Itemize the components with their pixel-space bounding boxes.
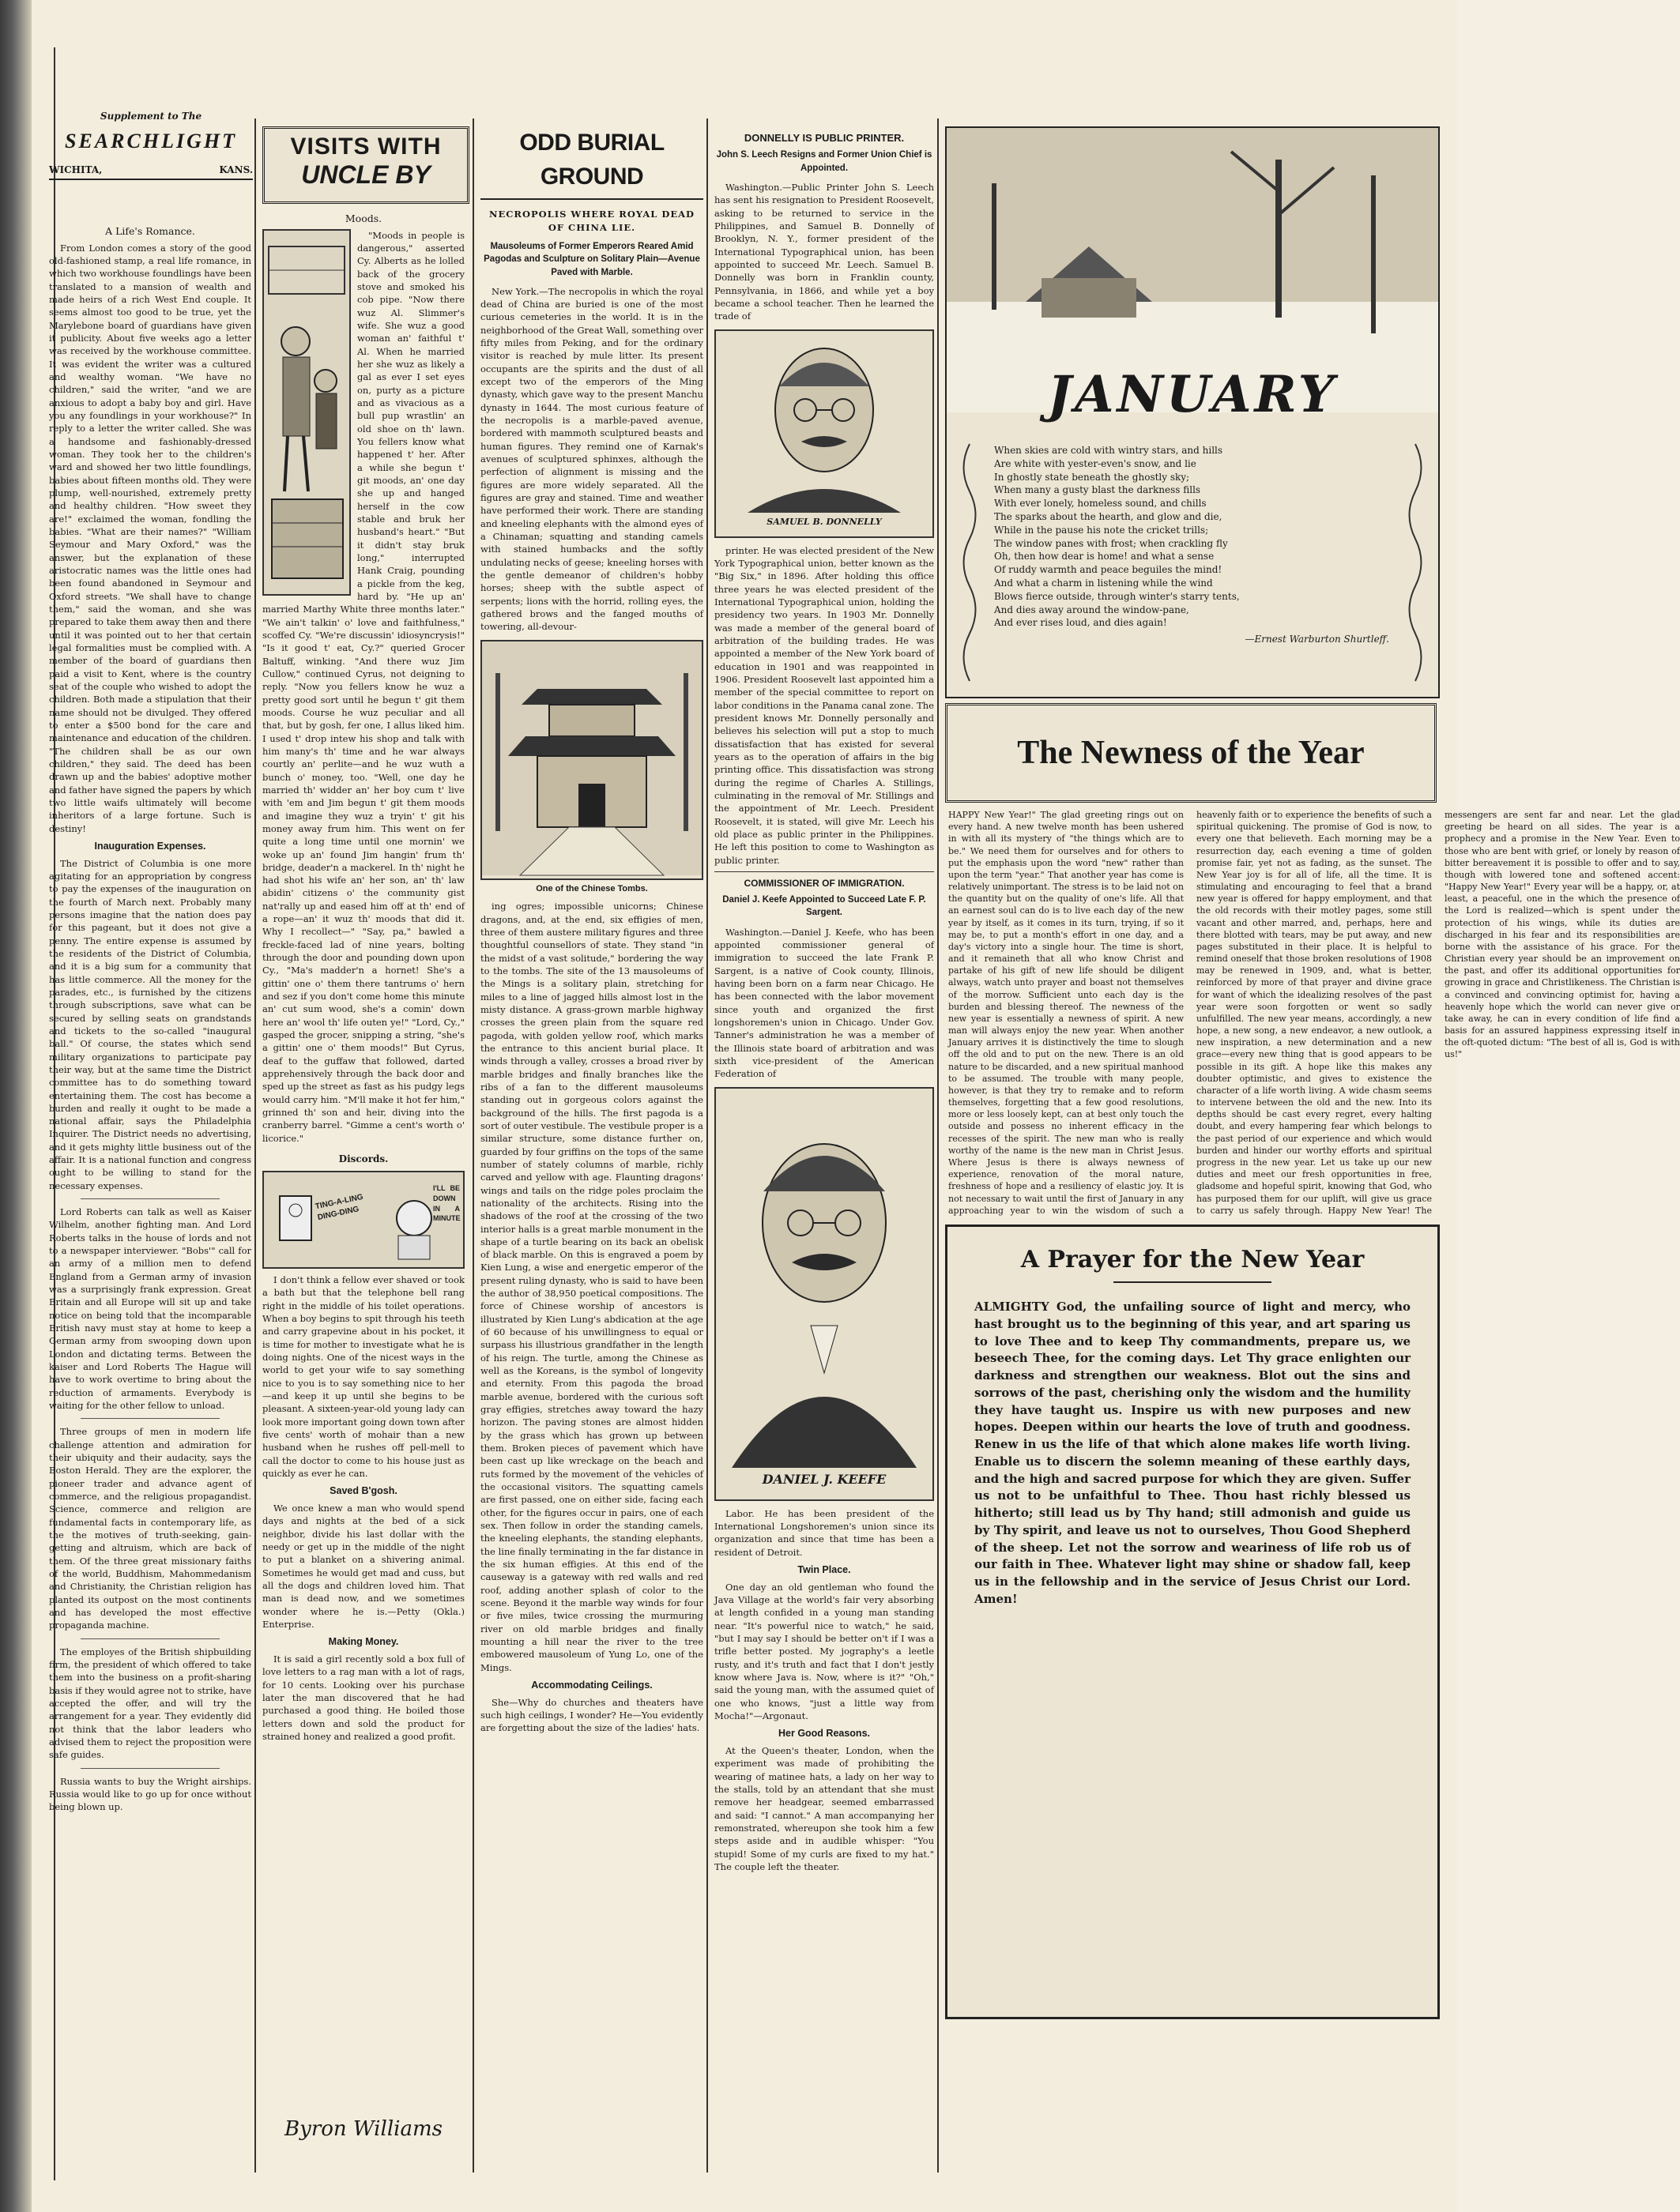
story-body: HAPPY New Year!" The glad greeting rings out on every hand. A new twelve month has been ushered in with all its mystery of "the things which are to be." We need them for ourselves and for others to put the emphasis upon the word "new" rather than upon the term "year." That another year has come is relatively unimportant. The stress is to be laid not on the quantity but on the quality of one's life. All that an earnest soul can do is to live each day of the new year by itself, as it comes in its turn, trying, if so it may be, to put a month's effort in one day, and a day's victory into a single hour. The time is short, and it remaineth that all who know Christ and partake of his gift of new life should be diligent always, watch unto prayer and boast not themselves of the morrow. Sufficient unto each day is the burden and blessing thereof. The newness of the new year is essentially a newness of spirit. A new man will always enjoy the new year. When another January arrives it is distinctively the time to slough off the old and to put on the new. There is an old nature to be discarded, and a new spiritual manhood to be assumed. The trouble with many people, however, is that they try to remake and to reform themselves, forgetting that a few good resolutions, more or less loosely kept, can at best only touch the outside and possess no inherent efficacy in the recesses of the spirit. The new man who is really worthy of the name is the new man in Christ Jesus. Where Jesus is there is always newness of experience, renovation of the moral nature, freshness of hope and a resiliency of elastic joy. It is not necessary to wait until the first of January in any approaching year to win the wisdom of such a heavenly faith or to experience the benefits of such a spiritual quickening. The promise of God is now, to every one that believeth. Each morning may be a resurrection day, each evening a time of golden promise fair, yet not as fading, as the sunset. The New Year joy is for all of life, all the time. It is stimulating and encouraging to feel that a brand new year is offered for happy employment, and that the old records with their motley pages, some still vacant and other marred, and, perhaps, here and there blotted with tears, may be put away, and new pages substituted in their place. It is helpful to remind oneself that those broken resolutions of 1908 may be renewed in 1909, and, what is better, reinforced by more of that prayer and divine grace for want of which the idealizing resolves of the past year were soon forgotten or went so sadly unfulfilled. The new year means, accordingly, a new hope, a new song, a new endeavor, a new outlook, a new inspiration, a new determination and a new grace—every new thing that is good appears to be possible in its gift. A hope like this makes any doubter optimistic, and gives to existence the character of a life worth living. A wide chasm seems to intervene between the old and the new. Into its depths should be cast every regret, every halting doubt, and every hampering fear which belongs to the past period of our experience and which would burden and hinder our worthy efforts and spiritual progress in the new year. Let us take up our new duties and meet our fresh opportunities in free, gladsome and hopeful spirit, knowing that God, who has purposed them for our uplift, will give us grace to carry us safely through. Happy New Year! The messengers are sent far and near. Let the glad greeting be heard on all sides. The year is a prophecy and a promise in the New Year. Even to those who are bent with grief, or lonely by reason of bitter bereavement it is possible to offer and to say, though with lowered tone and softened accent: "Happy New Year!" Every year will be a happy, or, at least, a peaceful, one in the which the presence of the Lord is realized—which is spent under the protection of his wings, while its duties are discharged in his fear and its responsibilities are borne with the assistance of his grace. For the Christian every year should be an improvement on the past, and offer its additional opportunities for growing in grace and Christlikeness. The Christian is a convinced and convincing optimist for, having a heavenly hope which the world can never give or take away, he can in every condition of life find a basis for an assured happiness expressing itself in the oft-quoted dictum: "The best of all is, God is with us!" — [948, 810, 1680, 1216]
column-4 — [714, 126, 934, 2188]
column-3 — [480, 126, 703, 2188]
story-body: Three groups of men in modern life challenge attention and admiration for their ubiquity and their audacity, says the Boston Herald. They are the explorer, the pioneer trader and advance agent of commerce, and the religious propagandist. Science, commerce and religion are fundamental facts in contemporary life, as the the motives of truth-seeking, gain-getting and altruism, which are back of them. Of the three great missionary faiths of the world, Buddhism, Mahommedanism and Christianity, the Christian religion has planted its outpost on the most continents and has developed the most effective propaganda machine. — [49, 1426, 251, 1631]
poem-line: And what a charm in listening while the wind — [994, 577, 1213, 589]
cartoon-text-right: I'LL BE DOWN IN A MINUTE — [433, 1184, 461, 1223]
column-rule — [473, 118, 474, 2172]
story-title: Accommodating Ceilings. — [531, 1679, 653, 1691]
pagoda-drawing — [482, 641, 702, 875]
headline: DONNELLY IS PUBLIC PRINTER. — [744, 132, 905, 144]
heading-line-2: UNCLE BY — [301, 160, 431, 189]
column-2 — [262, 207, 465, 2103]
story-body: Labor. He has been president of the International Longshoremen's union since its organization and since that time has been a resident of Detroit. — [714, 1507, 934, 1558]
heading-line-1: VISITS WITH — [290, 134, 442, 160]
prayer-panel — [945, 1224, 1440, 2019]
story-body: Washington.—Public Printer John S. Leech has sent his resignation to President Roosevelt, asking to be returned to service in the Philippines, and Samuel B. Donnelly of Brooklyn, N. Y., former president of the International Typographical union, has been appointed to succeed Mr. Leech. Samuel B. Donnelly was born in Franklin county, Pennsylvania, in 1866, and while yet a boy became a school teacher. Then he learned the trade of — [714, 182, 934, 322]
divider — [81, 1638, 220, 1639]
story-body: ing ogres; impossible unicorns; Chinese dragons, and, at the end, six effigies of men, three of them austere military figures and three thoughtful counsellors of state. They stand "in the midst of a vast solitude," bordering the way to the tombs. The site of the 13 mausoleums of the Mings is a solitary plain, stretching for miles to a line of jagged hills almost lost in the misty distance. A grass-grown marble highway crosses the green plain from the square red pagoda, with golden yellow roof, which marks the entrance to this ancient burial place. It winds through a valley, crosses a broad river by marble bridges and finally branches like the ribs of a fan to the different mausoleums standing out in gorgeous colors against the background of the hills. The first pagoda is a sort of outer vestibule. The vestibule proper is a similar structure, some distance further on, guarded by four griffins on the tops of the same number of stately columns of marble, richly carved and yellow with age. Flaunting dragons' wings and tails on the ridge poles proclaim the nationality of the architects. Rising into the shadows of the roof at the crossing of the two interior halls is a great marble monument in the shape of a turtle bearing on its back an obelisk of black marble. On this is engraved a poem by Kien Lung, a wise and energetic emperor of the present ruling dynasty, who is said to have been the author of 38,950 poetical compositions. The force of Chinese worship of ancestors is illustrated by Kien Lung's abdication at the age of 60 because of his unwillingness to equal or surpass his illustrious grandfather in the length of his reign. The turtle, among the Chinese as well as the Koreans, is the symbol of longevity and eternity. From this pagoda the broad marble avenue, bordered with the curious soft gray effigies, stretches away toward the hazy horizon. The paving stones are almost hidden by the grass which has grown up between them. Broken pieces of pavement which have been cast up like wreckage on the beach and ruts formed by the movement of the vehicles of the occasional visitors. The squatting camels are first passed, one on either side, facing each other, for the figures occur in pairs, one of each sex. Then follow in order the standing camels, the kneeling elephants, the standing elephants, the line finally terminating in the far distance in the six human effigies. At this end of the causeway is a gateway with red walls and red roof, adding another splash of color to the scene. Beyond it the marble way winds for four or five miles, twice crossing the murmuring river on old marble bridges and finally mounting a hill near the river to the tree embowered mausoleum of Yung Lo, one of the Mings. — [480, 901, 703, 1673]
grocery-store-drawing — [264, 231, 349, 594]
story-title: Twin Place. — [797, 1563, 851, 1575]
story-body: The District of Columbia is one more agitating for an appropriation by congress to pay the expenses of the inauguration on the fourth of March next. Probably many persons imagine that the nation does pay for this pageant, but it does not give a penny. The entire expense is assumed by the residents of the District of Columbia, and it is a big sum for a community that has little commerce. All the money for the parades, etc., is furnished by the citizens through subscriptions, save what can be secured by selling seats on grandstands and tickets to the so-called "inaugural ball." Of course, the states which send military organizations to participate pay their way, but at the same time the District committee has to do something toward entertaining them. The cost has become a burden and really it ought to be made a national affair, says the Philadelphia Inquirer. The District needs no advertising, and it gets mighty little business out of the affair. It is a national function and congress ought to be willing to stand for the necessary expenses. — [49, 857, 251, 1191]
poem-line: And dies away around the window-pane, — [994, 604, 1189, 615]
headline: ODD BURIAL GROUND — [480, 126, 703, 200]
uncle-by-heading — [262, 126, 469, 204]
story-body: It is said a girl recently sold a box full of love letters to a rag man with a lot of rags, for 10 cents. Looking over his purchase later the man discovered that he had purchased a good thing. He boiled those letters down and sold the product for strained honey and realized a good profit. — [262, 1653, 465, 1743]
keefe-portrait — [714, 1087, 934, 1501]
story-body: Washington.—Daniel J. Keefe, who has been appointed commissioner general of immigration to succeed the late Frank P. Sargent, is a native of Cook county, Illinois, having been born on a farm near Chicago. He has been connected with the labor movement since youth and organized the first longshoremen's union in Chicago. Under Gov. Tanner's administration he was a member of the Illinois state board of arbitration and was sixth vice-president of the American Federation of — [714, 926, 934, 1080]
discords-title: Discords. — [338, 1153, 389, 1165]
portrait-caption: SAMUEL B. DONNELLY — [767, 517, 882, 528]
deck: Daniel J. Keefe Appointed to Succeed Late F. P. Sargent. — [722, 894, 926, 918]
january-poem-panel — [945, 126, 1440, 698]
grocery-store-illustration — [262, 229, 351, 596]
donnelly-portrait — [714, 329, 934, 538]
poem-line: Are white with yester-even's snow, and lie — [994, 457, 1196, 469]
column-1 — [49, 220, 251, 2187]
story-body: New York.—The necropolis in which the royal dead of China are buried is one of the most curious cemeteries in the world. It is in the neighborhood of the Great Wall, something over fifty miles from Peking, and for the ordinary visitor is reached by mule litter. Its present occupants are the spirits and the dust of all except two of the emperors of the Ming dynasty, which gave way to the present Manchu dynasty in 1644. The most curious feature of the necropolis is a marble-paved avenue, bordered with mammoth sculptured beasts and human figures. They remind one of Karnak's avenues of sculptured sphinxes, although the perfection of alignment is missing and the figures are more widely separated. All the figures are gray and stained. Time and weather have performed their work. There are standing and kneeling elephants with the almond eyes of a Chinaman; squatting and standing camels with stained humbacks and the softly undulating necks of geese; kneeling horses with the gentle demeanor of children's hobby horses; sheep with the subtle aspect of serpents; lions with the horrid, rolling eyes, the gathered brows and the fanged mouths of towering, all-devour- — [480, 285, 703, 633]
poem-line: When many a gusty blast the darkness fills — [994, 484, 1201, 496]
story-body: She—Why do churches and theaters have such high ceilings, I wonder? He—You evidently are forgetting about the size of the ladies' hats. — [480, 1696, 703, 1734]
masthead-supplement: Supplement to The — [100, 111, 202, 122]
story-title: Her Good Reasons. — [778, 1728, 870, 1740]
story-body: "Moods in people is dangerous," asserted Cy. Alberts as he lolled back of the grocery stove and smoked his cob pipe. "Now there wuz Al. Slimmer's wife. She wuz a good woman an' faithful t' Al. When he married her she wuz as likely a gal as ever I set eyes on, purty as a picture and as vivacious as a bull pup wrastlin' an old shoe on th' lawn. You fellers know what happened t' her. After a while she begun t' git moods, an' one day she up and hanged herself in the cow stable and bruk her husband's heart." "But it didn't stay bruk long," interrupted Hank Craig, pounding a pickle from the keg, hard by. "He up an' married Marthy White three months later." "We ain't talkin' o' love and faithfulness," scoffed Cy. "We're discussin' idiosyncrysis!" "Is it good t' eat, Cy.?" queried Grocer Baltuff, winking. "And there wuz Jim Cullow," continued Cyrus, not deigning to reply. "Now you fellers know he wuz a pretty good sort until he begun t' git them moods. Course he wuz peculiar and all that, but by gosh, fer one, I allus liked him. I used t' drop intew his shop and talk with him many's th' time and he war always courtly an' perlite—and he wuz wuth a bunch o' money, too. "Well, one day he married th' widder an' her boy cum t' live with 'em and Jim begun t' git them moods and imagine they wuz a tryin' t' git his money away frum him. This went on fer quite a long time until one mornin' we woke up an' found Jim hangin' frum th' bridge, deader'n a mackerel. In th' night he had shot his wife an' her son, an' th' law abidin' citizens o' the community gist nat'rally up and eased him off at th' end of a rope—an' it wuz th' moods that did it. Why I recollect—" "Say, pa," bawled a freckle-faced lad of nine years, bolting through the door and pounding down upon Cy., "Ma's madder'n a hornet! She's a gittin' one o' them there tantrums o' hern and sez if you don't come home this minute an' cut sum wood, she's a comin' down here an' wool th' life outen ye!" "Lord, Cy.," gasped the grocer, snipping a string, "she's a gittin' one o' them moods!" But Cyrus, deaf to the guffaw that followed, darted apprehensively through the back door and sped up the street as fast as his pudgy legs would carry him. "M'll make it hot fer him," grinned th' son and heir, diving into the cranberry barrel. "Gimme a cent's worth o' licorice." — [262, 229, 465, 1144]
story-body: We once knew a man who would spend days and nights at the bed of a sick neighbor, divide his last dollar with the needy or get up in the middle of the night to put a blanket on a shivering animal. Sometimes he would get mad and cuss, but all the dogs and children loved him. That man is dead now, and we sometimes wonder where he is.—Petty (Okla.) Enterprise. — [262, 1503, 465, 1631]
vine-ornament-left — [958, 444, 981, 681]
donnelly-portrait-drawing — [716, 331, 932, 513]
masthead — [49, 111, 253, 213]
story-title: Making Money. — [328, 1636, 399, 1648]
prayer-divider — [1113, 1281, 1271, 1283]
prayer-body: ALMIGHTY God, the unfailing source of light and mercy, who hast brought us to the beginning of this year, and art sparing us to love Thee and to keep Thy commandments, prepare us, we beseech Thee, for the coming days. Let Thy grace enlighten our darkness and strengthen our weakness. Blot out the sins and sorrows of the past, cherishing only the wisdom and the humility they have taught us. Inspire us with new purposes and new hopes. Deepen within our hearts the love of truth and goodness. Renew in us the life of that which alone makes life worth living. Enable us to discern the solemn meaning of these earthly days, and the high and sacred purpose for which they are given. Suffer us not to be unfaithful to Thee. Thou hast richly blessed us hitherto; still lead us by Thy hand; still admonish and guide us by Thy spirit, and leave us not to ourselves, Thou Good Shepherd of the sheep. Let not the sorrow and weariness of life rob us of our faith in Thee. Whatever light may shine or shadow fall, keep us in the fellowship and in the service of Jesus Christ our Lord. Amen! — [974, 1300, 1411, 1606]
poem-line: In ghostly state beneath the ghostly sky; — [994, 471, 1190, 483]
story-body: Russia wants to buy the Wright airships. Russia would like to go up for once without being blown up. — [49, 1775, 251, 1813]
vine-ornament-right — [1403, 444, 1427, 681]
page-binding-shadow — [0, 0, 32, 2212]
story-body: One day an old gentleman who found the Java Village at the world's fair very absorbing at length confided in a young man standing near. "It's powerful nice to watch," he said, "but I may say I should be better on't if I was a trifle better posted. My jography's a leetle rusty, and it's truth and fact that I don't jestly know where Java is. Now, where is it?" "Oh," said the young man, with the assumed quiet of one who knows, "just a little way from Mocha!"—Argonaut. — [714, 1581, 934, 1721]
poem-line: And ever rises loud, and dies again! — [994, 617, 1167, 629]
column-rule — [937, 118, 939, 2172]
discords-cartoon — [262, 1171, 465, 1269]
poem-line: When skies are cold with wintry stars, and hills — [994, 445, 1223, 456]
newness-heading — [945, 703, 1437, 803]
keefe-portrait-drawing — [716, 1089, 932, 1468]
deck-1: NECROPOLIS WHERE ROYAL DEAD OF CHINA LIE. — [488, 209, 695, 233]
masthead-location — [49, 164, 253, 180]
masthead-city: WICHITA, — [49, 164, 103, 175]
discords-heading — [262, 1153, 465, 1166]
story-body: Lord Roberts can talk as well as Kaiser Wilhelm, another fighting man. And Lord Roberts talks in the house of lords and not to a newspaper interviewer. "Bobs'" call for an army of a million men to defend England from a German army of invasion was a surprisingly frank expression. Great Britain and all Europe will sit up and take notice on being told that the incomparable British navy must stay at home to keep a German army from swooping down upon London and dictating terms. Between the kaiser and Lord Roberts The Hague will have to work overtime to bring about the reduction of armaments. Everybody is waiting for the other fellow to unload. — [49, 1206, 251, 1412]
newness-article — [948, 809, 1680, 1220]
poem-line: Of ruddy warmth and peace beguiles the mind! — [994, 564, 1222, 576]
poem-line: The window panes with frost; when crackling fly — [994, 537, 1228, 549]
story-title: A Life's Romance. — [105, 225, 195, 237]
chinese-tomb-illustration — [480, 640, 703, 880]
deck-2: Mausoleums of Former Emperors Reared Amid Pagodas and Sculpture on Solitary Plain—Avenue Paved with Marble. — [484, 241, 700, 277]
portrait-caption: DANIEL J. KEEFE — [762, 1471, 887, 1487]
illustration-caption: One of the Chinese Tombs. — [536, 883, 648, 893]
divider — [81, 1198, 220, 1199]
poem-lines — [994, 444, 1389, 630]
cartoon-text-left: TING-A-LING DING-DING — [315, 1192, 364, 1223]
divider — [81, 1418, 220, 1419]
author-signature: Byron Williams — [284, 2117, 443, 2141]
column-rule — [254, 118, 256, 2172]
january-poem — [994, 444, 1389, 646]
poem-line: While in the pause his note the cricket trills; — [994, 524, 1209, 536]
headline: COMMISSIONER OF IMMIGRATION. — [714, 871, 934, 890]
story-body: From London comes a story of the good old-fashioned stamp, a real life romance, in which two workhouse foundlings have been translated to a mansion of wealth and made heirs of a rich West End couple. It seems almost too good to be true, yet the Marylebone board of guardians have given it publicity. About five weeks ago a letter was received by the workhouse committee. It was evident the writer was a cultured and wealthy woman. "We have no children," said the writer, "and we are anxious to adopt a baby boy and girl. Have you any foundlings in your workhouse?" In reply to a letter the writer called. She was a handsome and fashionably-dressed woman. They took her to the children's ward and showed her two little foundlings, babies about fifteen months old. They were plump, well-nourished, extremely pretty and healthy children. "How sweet they are!" exclaimed the woman, fondling the babies. "What are their names?" "William Seymour and Mary Oxford," was the answer, but the explanation of these aristocratic names was the little ones had been found abandoned in Seymour and Oxford streets. "We shall have to change them," said the woman, and she was prepared to take them away then and there until it was pointed out to her that certain legal formalities must be complied with. A member of the board of guardians then paid a visit to Kent, where is the country seat of the couple who wished to adopt the children. Both made a stipulation that their name should not be divulged. They offered to enter a $500 bond for the care and maintenance and education of the children. "The children shall be as our own children," they said. The deed has been drawn up and the babies' adoptive mother and father have signed the papers by which two little waifs ultimately will become inheritors of a large fortune. Such is destiny! — [49, 242, 251, 834]
poem-line: The sparks about the hearth, and glow and die, — [994, 510, 1222, 522]
story-title: Moods. — [345, 213, 382, 224]
newness-title: The Newness of the Year — [1017, 735, 1365, 771]
story-title: Saved B'gosh. — [330, 1485, 397, 1497]
masthead-title: SEARCHLIGHT — [65, 130, 237, 152]
story-body: printer. He was elected president of the New York Typographical union, better known as the "Big Six," in 1896. After holding this office three years he was elected president of the International Typographical union, holding the presidency two years. In 1903 Mr. Donnelly was made a member of the general board of arbitration of the building trades. He was appointed a member of the New York board of education in 1901 and was reappointed in 1906. President Roosevelt last appointed him a member of the special committee to report on labor conditions in the Panama canal zone. The president knows Mr. Donnelly personally and believes his selection will put a stop to much dissatisfaction that has existed for several years as to the operation of affairs in the big printing office. This dissatisfaction was strong during the regime of Charles A. Stillings, culminating in the removal of Mr. Stillings and the appointment of Mr. Leech. President Roosevelt, it is stated, will give Mr. Leech his old place as public printer in the Philippines. He left this position to come to Washington as public printer. — [714, 544, 934, 866]
story-body: I don't think a fellow ever shaved or took a bath but that the telephone bell rang right in the middle of his toilet operations. When a boy begins to spit through his teeth and carry grapevine about in his pocket, it is time for mother to investigate what he is doing nights. One of the nicest ways in the world to get your wife to say something nice to you is to say something nice to her—and keep it up until she begins to be pleasant. A sixteen-year-old young lady can look more important going down town after five cents' worth of mohair than a new husband when he rushes off pell-mell to call the doctor to come to his house just as quickly as ever he can. — [262, 1274, 465, 1479]
deck: John S. Leech Resigns and Former Union Chief is Appointed. — [716, 150, 932, 173]
poem-attribution: —Ernest Warburton Shurtleff. — [1245, 634, 1389, 645]
story-body: The employes of the British shipbuilding firm, the president of which offered to take them into the business on a profit-sharing basis if they would agree not to strike, have accepted the offer, and will try the arrangement for a year. They evidently did not think that the labor leaders who advised them to reject the proposition were safe guides. — [49, 1646, 251, 1761]
poem-line: Blows fierce outside, through winter's starry tents, — [994, 590, 1240, 602]
masthead-state: KANS. — [219, 164, 253, 175]
poem-line: Oh, then how dear is home! and what a sense — [994, 551, 1215, 562]
prayer-title: A Prayer for the New Year — [1020, 1246, 1365, 1273]
story-title: Inauguration Expenses. — [94, 840, 206, 852]
january-title: JANUARY — [1047, 365, 1338, 424]
poem-line: With ever lonely, homeless sound, and chills — [994, 498, 1207, 510]
column-rule — [706, 118, 708, 2172]
divider — [81, 1768, 220, 1769]
story-body: At the Queen's theater, London, when the experiment was made of prohibiting the wearing of matinee hats, a lady on her way to the stalls, told by an attendant that she must remove her headgear, seemed embarrassed and said: "I cannot." A man accompanying her remonstrated, whereupon she took him a few steps aside and in audible whisper: "You stupid! Some of my curls are fixed to my hat." The couple left the theater. — [714, 1744, 934, 1872]
